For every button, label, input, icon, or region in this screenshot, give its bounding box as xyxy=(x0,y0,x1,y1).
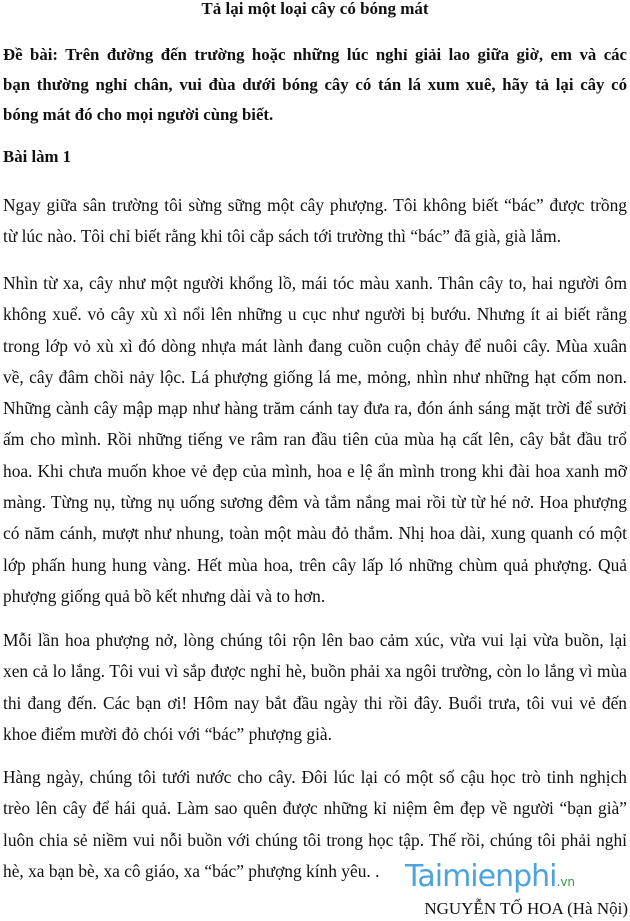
paragraph-line: Hàng ngày, chúng tôi tưới nước cho cây. Đôi lúc lại có một số cậu học trò tinh nghịch xyxy=(3,767,627,787)
paragraph-line: xen cả lo lắng. Tôi vui vì sắp được nghỉ hè, buồn phải xa ngôi trường, còn lo lắng vì mùa xyxy=(3,661,627,682)
paragraph-line: lớp phấn hung hung vàng. Hết mùa hoa, trên cây lấp ló những chùm quả phượng. Quả xyxy=(3,554,627,575)
paragraph-line: về, cây đâm chồi nảy lộc. Lá phượng giống lá me, mỏng, nhìn như những hạt cốm non. xyxy=(3,366,627,387)
author-signature: NGUYỄN TỐ HOA (Hà Nội) xyxy=(424,899,628,918)
paragraph-line: thi đang đến. Các bạn ơi! Hôm nay bắt đầu ngày thi rồi đây. Buổi trưa, tôi vui vẻ đến xyxy=(3,692,627,713)
paragraph-line: không xuể. vỏ cây xù xì nổi lên những u cục như người bị bướu. Nhưng ít ai biết rằng xyxy=(3,304,627,325)
paragraph-line: Mỗi lần hoa phượng nở, lòng chúng tôi rộn lên bao cảm xúc, vừa vui lại vừa buồn, lại xyxy=(3,630,627,650)
watermark-suffix: .vn xyxy=(556,875,576,889)
paragraph xyxy=(3,190,627,253)
paragraph-line: luôn chia sẻ niềm vui nỗi buồn với chúng tôi trong học tập. Thế rồi, chúng tôi phải nghỉ xyxy=(3,829,627,850)
section-heading: Bài làm 1 xyxy=(3,147,72,166)
paragraph-line: từ lúc nào. Tôi chỉ biết rằng khi tôi cắp sách tới trường thì “bác” đã già, già lắm. xyxy=(3,226,561,247)
paragraph-line: màng. Từng nụ, từng nụ uống sương đêm và tắm nắng mai rồi từ từ hé nở. Hoa phượng xyxy=(3,492,627,513)
paragraph xyxy=(3,625,627,750)
paragraph xyxy=(3,268,627,612)
paragraph-line: Ngay giữa sân trường tôi sừng sững một cây phượng. Tôi không biết “bác” được trồng xyxy=(3,195,627,215)
paragraph-line: Những cành cây mập mạp như hàng trăm cánh tay đưa ra, đón ánh sáng mặt trời để sưởi xyxy=(3,398,627,419)
prompt-line: Đề bài: Trên đường đến trường hoặc những lúc nghỉ giải lao giữa giờ, em và các xyxy=(3,45,627,64)
watermark-brand: Taimienphi xyxy=(405,859,557,894)
paragraph-line: khoe điểm mười đỏ chói với “bác” phượng già. xyxy=(3,723,332,744)
document-title: Tả lại một loại cây có bóng mát xyxy=(201,0,429,18)
paragraph-line: ấm cho mình. Rồi những tiếng ve râm ran đầu tiên của mùa hạ cất lên, cây bắt đầu trổ xyxy=(3,429,627,450)
prompt-line: bóng mát đó cho mọi người cùng biết. xyxy=(3,105,274,124)
paragraph-line: Nhìn từ xa, cây như một người khổng lồ, mái tóc màu xanh. Thân cây to, hai người ôm xyxy=(3,273,627,293)
paragraph-line: hè, xa bạn bè, xa cô giáo, xa “bác” phượng kính yêu. . xyxy=(3,860,380,881)
paragraph-line: hoa. Khi chưa muốn khoe vẻ đẹp của mình, hoa e lệ ẩn mình trong khi đài hoa xanh mỡ xyxy=(3,460,627,481)
paragraph-line: trèo lên cây để hái quả. Làm sao quên được những kỉ niệm êm đẹp về người “bạn già” xyxy=(3,798,627,819)
prompt-line: bạn thường nghỉ chân, vui đùa dưới bóng cây có tán lá xum xuê, hãy tả lại cây có xyxy=(3,75,627,94)
paragraph-line: có năm cánh, mượt như nhung, toàn một màu đỏ thắm. Nhị hoa dài, xung quanh có một xyxy=(3,523,627,544)
essay-prompt xyxy=(3,40,627,130)
paragraph-line: phượng giống quả bồ kết nhưng dài và to hơn. xyxy=(3,585,326,606)
paragraph-line: trong lớp vỏ xù xì đó dòng nhựa mát lành đang cuồn cuộn chảy để nuôi cây. Mùa xuân xyxy=(3,335,627,356)
watermark-logo xyxy=(405,860,575,894)
